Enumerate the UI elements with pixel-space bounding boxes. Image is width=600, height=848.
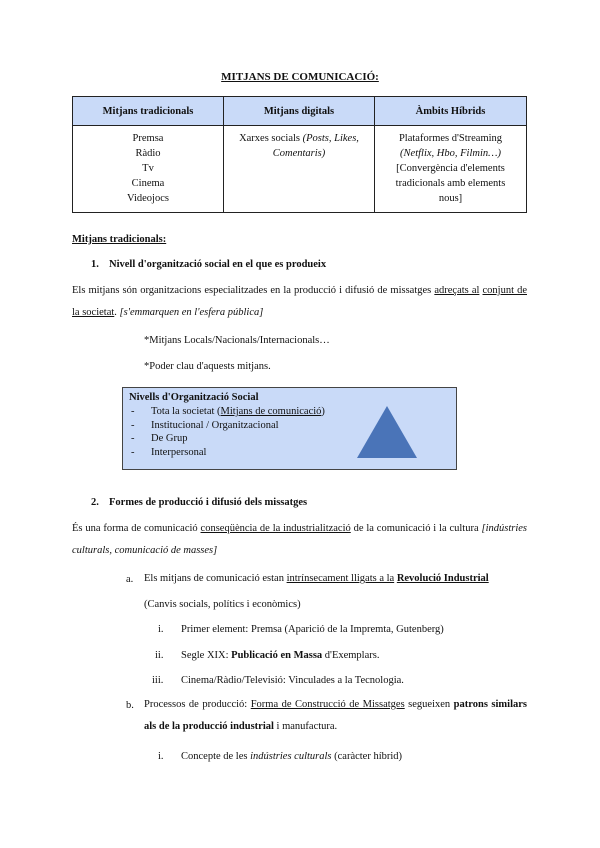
list-item: Premsa — [132, 133, 164, 144]
cell-text-italic: (Netflix, Hbo, Filmin…) — [400, 148, 501, 159]
list-item — [131, 432, 325, 446]
italic-text: [s'emmarquen en l'esfera pública] — [119, 307, 264, 318]
paragraph — [72, 280, 527, 324]
levels-list — [131, 405, 325, 459]
cell-text-italic: Comentaris) — [272, 148, 326, 159]
text: Els mitjans són organitzacions especialitzades en la producció i difusió de missatges — [72, 285, 435, 296]
cell-text: tradicionals amb elements — [395, 178, 506, 189]
sub-item-text: (Canvis socials, polítics i econòmics) — [144, 599, 301, 610]
media-table — [72, 96, 527, 213]
italic-text: indústries culturals — [250, 751, 332, 762]
text: Processos de producció: — [144, 699, 251, 710]
list-item — [131, 446, 325, 460]
list-item — [131, 405, 325, 419]
text: Segle XIX: — [181, 650, 232, 661]
sub-item-label: a. — [126, 574, 134, 585]
paragraph — [72, 518, 527, 562]
text: De Grup — [151, 433, 188, 444]
header-hybrid: Àmbits Híbrids — [375, 97, 527, 126]
text: i manufactura. — [273, 721, 338, 732]
bold-underlined-text: Revolució Industrial — [396, 573, 489, 584]
roman-label: i. — [158, 751, 164, 762]
item-number: 2. — [91, 497, 99, 508]
cell-text: nous] — [438, 193, 463, 204]
roman-item-text: Cinema/Ràdio/Televisió: Vinculades a la Tecnologia. — [181, 675, 404, 686]
section-heading: Mitjans tradicionals: — [72, 234, 167, 245]
text: És una forma de comunicació — [72, 523, 201, 534]
underlined-text: intrínsecament lligats a la — [286, 573, 395, 584]
item-title: Nivell d'organització social en el que es produeix — [109, 259, 327, 270]
roman-item-text — [181, 751, 402, 762]
text: Concepte de les — [181, 751, 251, 762]
item-title: Formes de producció i difusió dels missatges — [109, 497, 308, 508]
list-item: Videojocs — [127, 193, 169, 204]
cell-text-italic: (Posts, Likes, — [302, 133, 359, 144]
text: Interpersonal — [151, 446, 207, 458]
list-item — [131, 419, 325, 433]
roman-label: ii. — [155, 650, 164, 661]
dash: - — [131, 419, 135, 431]
bold-text: Publicació en Massa — [231, 650, 323, 661]
item-number: 1. — [91, 259, 99, 270]
underlined-text: conjunt de la societat — [72, 285, 527, 318]
text: segueixen — [404, 699, 454, 710]
dash: - — [131, 446, 135, 458]
underlined-text: adreçats al — [434, 285, 480, 296]
text: ) — [321, 406, 325, 417]
organization-levels-box — [122, 387, 457, 470]
dash: - — [131, 406, 135, 417]
underlined-text: Mitjans de comunicació — [220, 406, 322, 417]
triangle-shape — [357, 406, 417, 458]
text: Tota la societat ( — [151, 406, 221, 417]
text: (caràcter híbrid) — [331, 751, 403, 762]
underlined-text: conseqüència de la industrialització — [200, 523, 351, 534]
cell-text: [Convergència d'elements — [396, 163, 505, 174]
text: de la comunicació i la cultura — [350, 523, 479, 534]
roman-item-text: Primer element: Premsa (Aparició de la Impremta, Gutenberg) — [181, 624, 444, 635]
underlined-text: Forma de Construcció de Missatges — [250, 699, 405, 710]
page-title: MITJANS DE COMUNICACIÓ: — [221, 71, 379, 83]
bold-text: similars als de la producció industrial — [144, 699, 527, 732]
note: *Mitjans Locals/Nacionals/Internacionals… — [144, 335, 330, 346]
sub-item-text — [144, 568, 527, 590]
cell-text: Xarxes socials — [239, 133, 303, 144]
text: Els mitjans de comunicació estan — [144, 573, 287, 584]
italic-text: [indústries culturals, comunicació de masses] — [72, 523, 527, 556]
cell-digital — [224, 126, 375, 213]
list-item: Ràdio — [135, 148, 161, 159]
note: *Poder clau d'aquests mitjans. — [144, 361, 271, 372]
header-digital: Mitjans digitals — [224, 97, 375, 126]
cell-text: Plataformes d'Streaming — [398, 133, 503, 144]
sub-item-text — [144, 694, 527, 738]
cell-hybrid — [375, 126, 527, 213]
pyramid-triangle-icon — [357, 406, 417, 458]
roman-label: iii. — [152, 675, 164, 686]
text: d'Exemplars. — [322, 650, 380, 661]
list-item: Tv — [142, 163, 154, 174]
bold-text: patrons — [453, 699, 488, 710]
roman-label: i. — [158, 624, 164, 635]
cell-traditional — [73, 126, 224, 213]
roman-item-text — [181, 650, 379, 661]
text: Institucional / Organitzacional — [151, 419, 279, 431]
box-title: Nivells d'Organització Social — [129, 392, 259, 403]
header-traditional: Mitjans tradicionals — [73, 97, 224, 126]
text: . — [114, 307, 120, 318]
list-item: Cinema — [131, 178, 165, 189]
dash: - — [131, 433, 135, 444]
sub-item-label: b. — [126, 700, 134, 711]
